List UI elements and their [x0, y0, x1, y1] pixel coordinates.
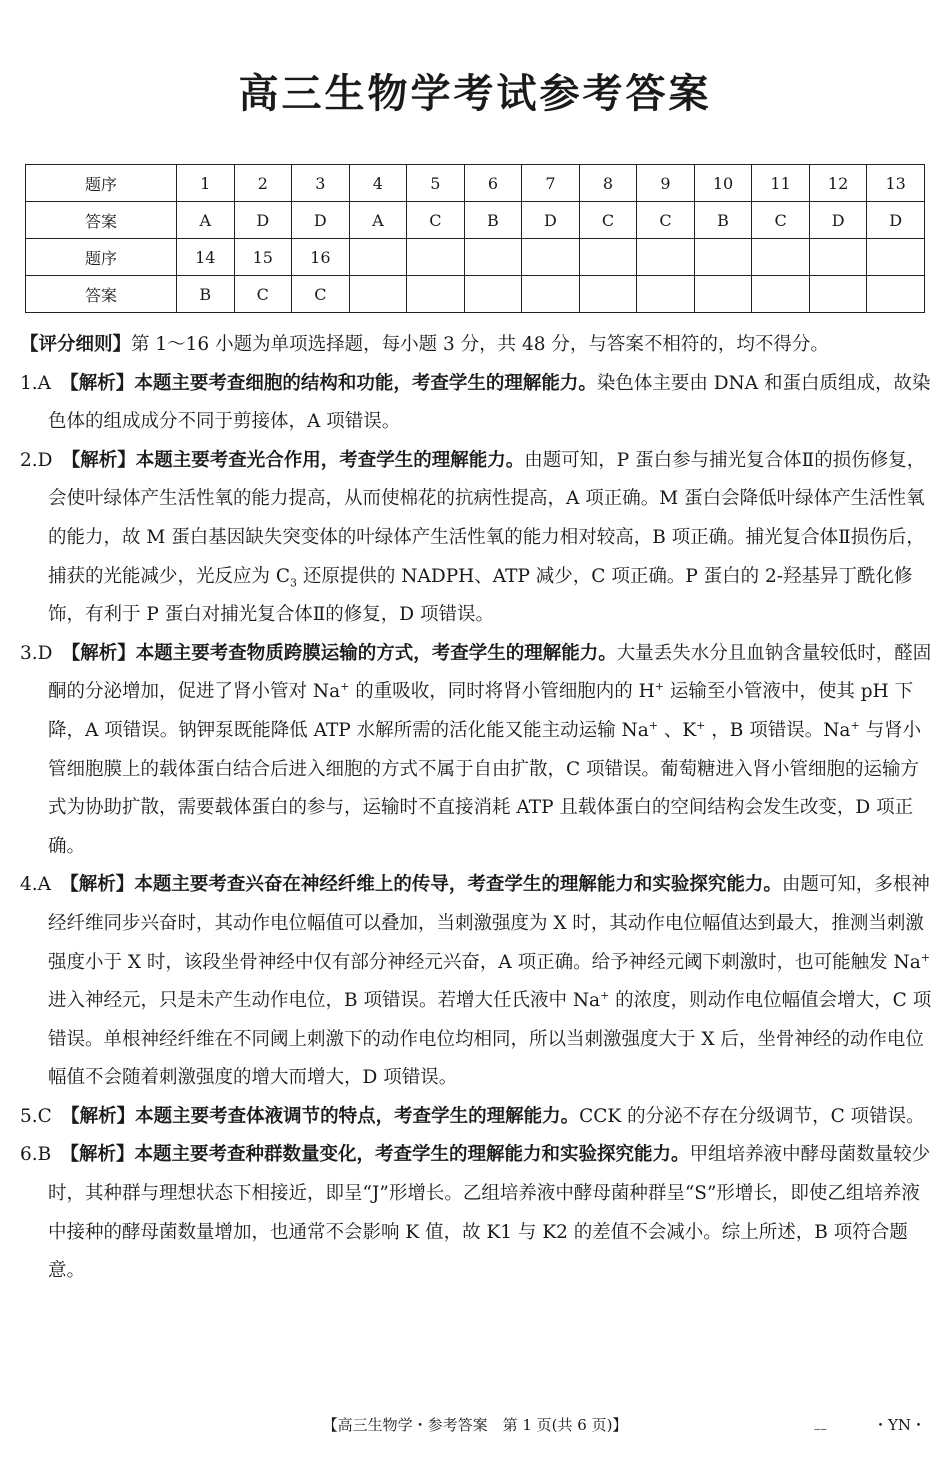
- table-cell: C: [292, 276, 350, 313]
- scoring-rules-label: 【评分细则】: [20, 334, 132, 355]
- item-text: 大量丢失水分且血钠含量较低时，醛固酮的分泌增加，促进了肾小管对 Na: [48, 642, 932, 703]
- table-cell: C: [234, 276, 292, 313]
- table-row: [26, 239, 925, 276]
- table-cell: 15: [234, 239, 292, 276]
- item-text: 进入神经元，只是未产生动作电位，B 项错误。若增大任氏液中 Na: [48, 990, 601, 1012]
- table-cell: [867, 239, 925, 276]
- item-text: CCK 的分泌不存在分级调节，C 项错误。: [579, 1105, 925, 1127]
- table-cell: [637, 276, 695, 313]
- item-text: 、K: [657, 719, 697, 741]
- item-number: 2.: [20, 449, 38, 471]
- table-cell: [867, 276, 925, 313]
- table-cell: D: [522, 202, 580, 239]
- item-focus: 本题主要考查物质跨膜运输的方式，考查学生的理解能力。: [135, 642, 617, 664]
- item-label: 【解析】: [70, 1105, 136, 1127]
- subscript: 3: [290, 576, 298, 590]
- table-cell: 2: [234, 165, 292, 202]
- item-answer: D: [37, 642, 53, 664]
- answer-content: [20, 326, 932, 1291]
- table-cell: [809, 239, 867, 276]
- item-text: 与肾小管细胞膜上的载体蛋白结合后进入细胞的方式不属于自由扩散，C 项错误。葡萄糖进入肾小管细胞的运输方式为协助扩散，需要载体蛋白的参与，运输时不直接消耗 ATP 且载体蛋白的空间结构会发生改变，D 项正确。: [48, 719, 922, 857]
- table-cell: [579, 239, 637, 276]
- item-text: ，B 项错误。Na: [705, 719, 851, 741]
- explanation-item-3: [20, 635, 932, 867]
- item-label: 【解析】: [69, 1144, 135, 1166]
- table-cell: D: [867, 202, 925, 239]
- item-answer: A: [37, 372, 52, 394]
- table-cell: 14: [177, 239, 235, 276]
- page-footer: 【高三生物学・参考答案 第 1 页(共 6 页)】: [322, 1416, 628, 1434]
- row-header: 题序: [26, 239, 177, 276]
- footer-code: ・YN・: [872, 1416, 926, 1434]
- table-cell: D: [234, 202, 292, 239]
- explanation-item-1: [20, 365, 932, 442]
- item-label: 【解析】: [71, 642, 136, 664]
- table-cell: [694, 239, 752, 276]
- item-label: 【解析】: [71, 449, 136, 471]
- explanation-item-4: [20, 866, 932, 1098]
- table-row: [26, 202, 925, 239]
- item-answer: B: [37, 1144, 52, 1166]
- table-cell: [407, 239, 465, 276]
- table-cell: [752, 239, 810, 276]
- explanation-item-2: [20, 442, 932, 635]
- item-number: 3.: [20, 642, 38, 664]
- table-cell: [464, 276, 522, 313]
- page-title: 高三生物学考试参考答案: [238, 71, 712, 117]
- item-number: 6.: [20, 1144, 38, 1166]
- table-cell: B: [464, 202, 522, 239]
- explanation-item-6: [20, 1136, 932, 1290]
- table-cell: 8: [579, 165, 637, 202]
- table-cell: B: [177, 276, 235, 313]
- table-cell: A: [177, 202, 235, 239]
- table-cell: D: [292, 202, 350, 239]
- table-cell: 1: [177, 165, 235, 202]
- table-cell: C: [579, 202, 637, 239]
- footer-mark: ‒‒: [814, 1424, 827, 1435]
- table-cell: C: [407, 202, 465, 239]
- scoring-rules-text: 第 1～16 小题为单项选择题，每小题 3 分，共 48 分，与答案不相符的，均不得分。: [131, 334, 829, 355]
- table-row: [26, 165, 925, 202]
- item-focus: 本题主要考查种群数量变化，考查学生的理解能力和实验探究能力。: [134, 1144, 690, 1166]
- table-cell: 13: [867, 165, 925, 202]
- item-focus: 本题主要考查光合作用，考查学生的理解能力。: [135, 449, 525, 471]
- item-text: 由题可知，多根神经纤维同步兴奋时，其动作电位幅值可以叠加，当刺激强度为 X 时，其动作电位幅值达到最大，推测当刺激强度小于 X 时，该段坐骨神经中仅有部分神经元兴奋，A 项正确。给予神经元阈下刺激时，也可能触发 Na: [48, 874, 930, 973]
- item-text: 染色体主要由 DNA 和蛋白质组成，故染色体的组成成分不同于剪接体，A 项错误。: [48, 372, 931, 433]
- table-cell: 3: [292, 165, 350, 202]
- item-focus: 本题主要考查体液调节的特点，考查学生的理解能力。: [135, 1105, 580, 1127]
- table-cell: 7: [522, 165, 580, 202]
- table-cell: [694, 276, 752, 313]
- item-focus: 本题主要考查细胞的结构和功能，考查学生的理解能力。: [134, 372, 597, 394]
- superscript: +: [850, 718, 860, 732]
- item-text: 由题可知，P 蛋白参与捕光复合体Ⅱ的损伤修复，会使叶绿体产生活性氧的能力提高，从而使棉花的抗病性提高，A 项正确。M 蛋白会降低叶绿体产生活性氧的能力，故 M 蛋白基因缺失突变体的叶绿体产生活性氧的能力相对较高，B 项正确。捕光复合体Ⅱ损伤后，捕获的光能减少，光反应为 C: [48, 449, 926, 587]
- table-cell: [637, 239, 695, 276]
- answer-table: [25, 164, 925, 313]
- table-cell: [349, 276, 407, 313]
- superscript: +: [648, 718, 658, 732]
- item-number: 5.: [20, 1105, 38, 1127]
- item-label: 【解析】: [69, 372, 135, 394]
- table-cell: C: [637, 202, 695, 239]
- item-answer: D: [37, 449, 53, 471]
- table-cell: [522, 239, 580, 276]
- superscript: +: [654, 680, 664, 694]
- explanation-item-5: [20, 1098, 932, 1137]
- item-answer: A: [37, 874, 52, 896]
- superscript: +: [920, 950, 930, 964]
- table-cell: 4: [349, 165, 407, 202]
- table-cell: C: [752, 202, 810, 239]
- table-cell: 10: [694, 165, 752, 202]
- table-cell: A: [349, 202, 407, 239]
- item-number: 1.: [20, 372, 38, 394]
- table-cell: 12: [809, 165, 867, 202]
- table-cell: [349, 239, 407, 276]
- item-answer: C: [37, 1105, 52, 1127]
- superscript: +: [600, 988, 610, 1002]
- table-cell: [752, 276, 810, 313]
- table-cell: [407, 276, 465, 313]
- scoring-rules: [20, 326, 932, 365]
- row-header: 题序: [26, 165, 177, 202]
- table-cell: 5: [407, 165, 465, 202]
- table-cell: [809, 276, 867, 313]
- item-focus: 本题主要考查兴奋在神经纤维上的传导，考查学生的理解能力和实验探究能力。: [134, 874, 782, 896]
- superscript: +: [696, 718, 706, 732]
- row-header: 答案: [26, 276, 177, 313]
- table-row: [26, 276, 925, 313]
- item-text: 的浓度，则动作电位幅值会增大，C 项错误。单根神经纤维在不同阈上刺激下的动作电位均相同，所以当刺激强度大于 X 后，坐骨神经的动作电位幅值不会随着刺激强度的增大而增大，D 项错误。: [48, 990, 932, 1089]
- table-cell: [522, 276, 580, 313]
- item-number: 4.: [20, 874, 38, 896]
- table-cell: B: [694, 202, 752, 239]
- item-text: 运输至小管液中，使其 pH 下降，A 项错误。钠钾泵既能降低 ATP 水解所需的活化能又能主动运输 Na: [48, 681, 914, 741]
- table-cell: [579, 276, 637, 313]
- item-text: 的重吸收，同时将肾小管细胞内的 H: [349, 681, 655, 703]
- table-cell: 11: [752, 165, 810, 202]
- item-text: 甲组培养液中酵母菌数量较少时，其种群与理想状态下相接近，即呈“J”形增长。乙组培养液中酵母菌种群呈“S”形增长，即使乙组培养液中接种的酵母菌数量增加，也通常不会影响 K 值，故 K1 与 K2 的差值不会减小。综上所述，B 项符合题意。: [48, 1144, 931, 1282]
- table-cell: D: [809, 202, 867, 239]
- row-header: 答案: [26, 202, 177, 239]
- table-cell: 6: [464, 165, 522, 202]
- table-cell: 16: [292, 239, 350, 276]
- item-text: 还原提供的 NADPH、ATP 减少，C 项正确。P 蛋白的 2-羟基异丁酰化修饰，有利于 P 蛋白对捕光复合体Ⅱ的修复，D 项错误。: [48, 565, 913, 626]
- table-cell: 9: [637, 165, 695, 202]
- item-label: 【解析】: [69, 874, 135, 896]
- superscript: +: [340, 680, 350, 694]
- table-cell: [464, 239, 522, 276]
